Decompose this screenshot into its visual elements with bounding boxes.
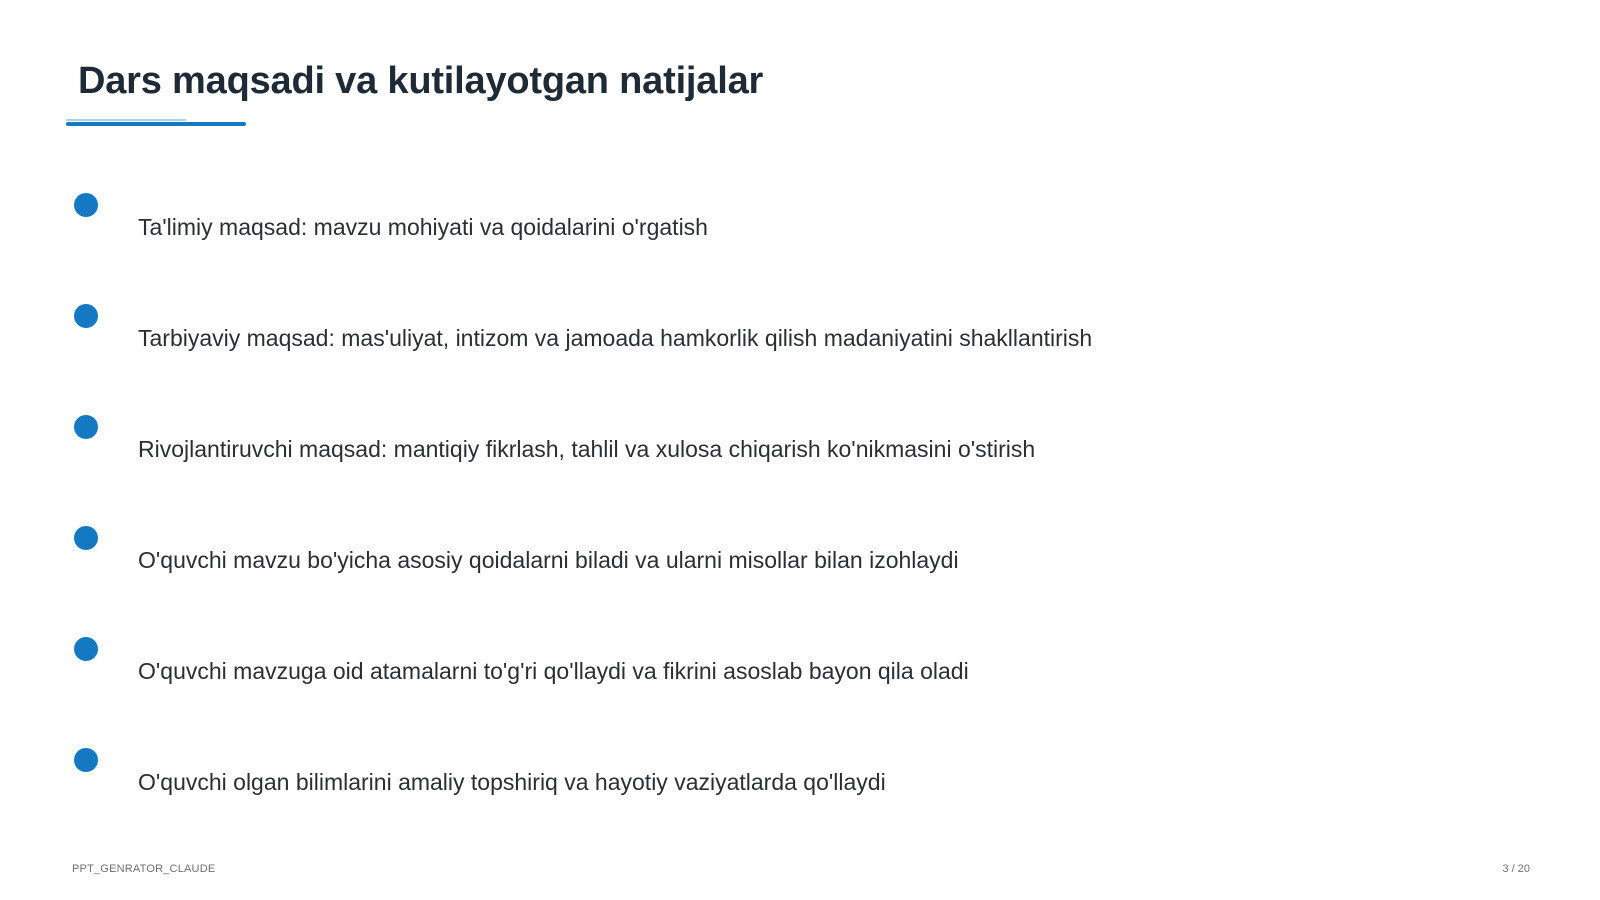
bullet-dot-icon (74, 637, 98, 661)
bullet-dot-icon (74, 415, 98, 439)
list-item (0, 637, 1600, 697)
list-item (0, 193, 1600, 253)
bullet-dot-icon (74, 748, 98, 772)
bullet-text: O'quvchi mavzu bo'yicha asosiy qoidalarni biladi va ularni misollar bilan izohlaydi (138, 547, 959, 573)
slide-title: Dars maqsadi va kutilayotgan natijalar (78, 60, 764, 102)
bullet-dot-icon (74, 193, 98, 217)
page-indicator: 3 / 20 (1502, 863, 1530, 875)
bullet-text: O'quvchi mavzuga oid atamalarni to'g'ri qo'llaydi va fikrini asoslab bayon qila oladi (138, 658, 969, 684)
list-item (0, 748, 1600, 808)
footer-brand: PPT_GENRATOR_CLAUDE (72, 863, 216, 875)
bullet-dot-icon (74, 304, 98, 328)
bullet-text: O'quvchi olgan bilimlarini amaliy topshiriq va hayotiy vaziyatlarda qo'llaydi (138, 769, 886, 795)
bullet-text: Ta'limiy maqsad: mavzu mohiyati va qoidalarini o'rgatish (138, 214, 708, 240)
bullet-dot-icon (74, 526, 98, 550)
list-item (0, 415, 1600, 475)
list-item (0, 304, 1600, 364)
bullet-text: Rivojlantiruvchi maqsad: mantiqiy fikrlash, tahlil va xulosa chiqarish ko'nikmasini o'stirish (138, 436, 1036, 462)
bullet-text: Tarbiyaviy maqsad: mas'uliyat, intizom va jamoada hamkorlik qilish madaniyatini shakllantirish (138, 325, 1093, 351)
list-item (0, 526, 1600, 586)
